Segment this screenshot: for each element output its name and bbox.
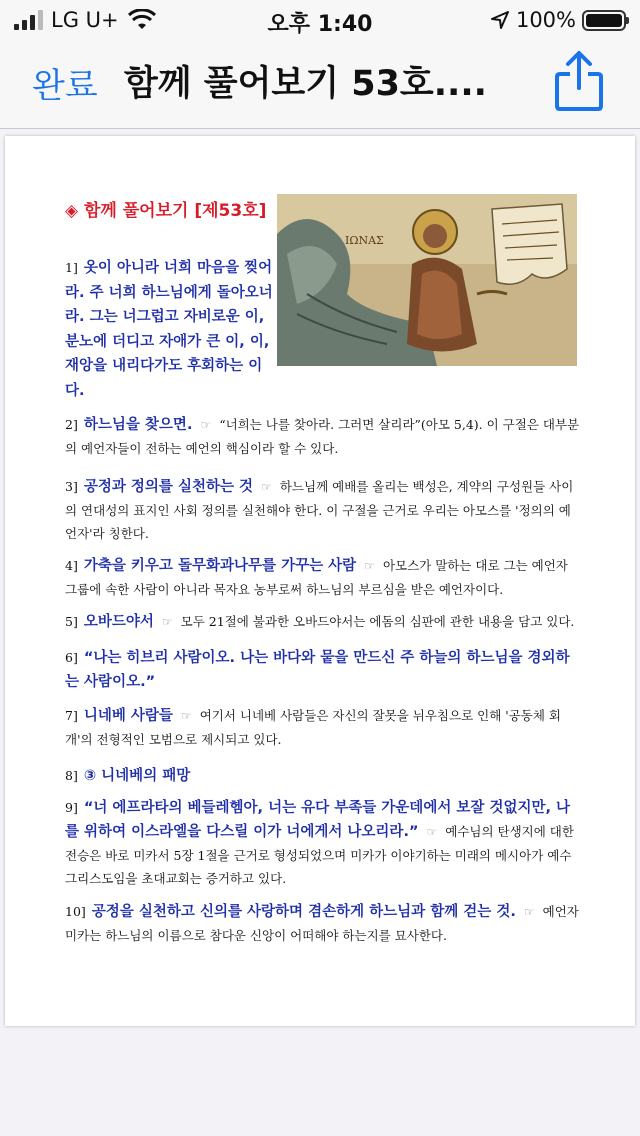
quiz-title: ◈ 함께 풀어보기 [제53호]	[65, 201, 267, 221]
answer-note: 여기서 니네베 사람들은 자신의 잘못을 뉘우침으로 인해 '공동체 회개'의 전형적인 모범으로 제시되고 있다.	[65, 708, 561, 747]
picture-caption: ΙΩΝΑΣ	[345, 234, 384, 247]
answer-note: 아모스가 말하는 대로 그는 예언자 그룹에 속한 사람이 아니라 목자요 농부로써 하느님의 부르심을 받은 예언자이다.	[65, 558, 568, 597]
answer-number: 3]	[65, 479, 78, 494]
pointing-hand-icon: ☞	[161, 615, 173, 629]
pointing-hand-icon: ☞	[261, 480, 272, 494]
answer-item	[65, 554, 581, 601]
pointing-hand-icon: ☞	[523, 905, 535, 919]
answer-number: 2]	[65, 417, 78, 432]
answer-note: 하느님께 예배를 올리는 백성은, 계약의 구성원들 사이의 연대성의 표지인 사회 정의를 실천해야 한다. 이 구절을 근거로 우리는 아모스를 '정의의 예언자'라 칭한다.	[65, 479, 574, 541]
battery-fill	[586, 14, 622, 27]
done-button[interactable]: 완료	[32, 66, 98, 106]
answer-note: 예수님의 탄생지에 대한 전승은 바로 미카서 5장 1절을 근거로 형성되었으며 미카가 이야기하는 미래의 메시아가 예수 그리스도임을 초대교회는 증거하고 있다.	[65, 824, 574, 886]
answer-item	[65, 764, 581, 788]
answer-note: 예언자 미카는 하느님의 이름으로 참다운 신앙이 어떠해야 하는지를 묘사한다.	[65, 904, 579, 943]
share-icon[interactable]	[553, 50, 605, 112]
answer-item	[65, 646, 581, 694]
answer-item	[65, 256, 275, 403]
status-right	[490, 8, 626, 32]
battery-percent: 100%	[515, 8, 576, 32]
location-arrow-icon	[490, 10, 510, 30]
battery-icon	[582, 10, 626, 31]
answer-number: 6]	[65, 650, 78, 665]
answer-number: 8]	[65, 768, 78, 783]
status-bar	[0, 0, 640, 40]
answer-text: 공정을 실천하고 신의를 사랑하며 겸손하게 하느님과 함께 걷는 것.	[91, 904, 516, 920]
answer-item	[65, 796, 581, 890]
answer-number: 7]	[65, 708, 78, 723]
answer-number: 10]	[65, 904, 86, 919]
answer-item	[65, 704, 581, 751]
document-page[interactable]	[5, 136, 635, 1026]
answer-text: “나는 히브리 사람이오. 나는 바다와 뭍을 만드신 주 하늘의 하느님을 경외하는 사람이오.”	[65, 650, 570, 690]
answer-note: “너희는 나를 찾아라. 그러면 살리라”(아모 5,4). 이 구절은 대부분의 예언자들이 전하는 예언의 핵심이라 할 수 있다.	[65, 417, 580, 456]
pointing-hand-icon: ☞	[426, 825, 438, 839]
answer-text: ③ 니네베의 패망	[83, 768, 191, 784]
navigation-bar	[0, 40, 640, 129]
answer-text: “너 에프라타의 베들레헴아, 너는 유다 부족들 가운데에서 보잘 것없지만, 나를 위하여 이스라엘을 다스릴 이가 너에게서 나오리라.”	[65, 800, 571, 840]
answer-number: 9]	[65, 800, 78, 815]
pointing-hand-icon: ☞	[180, 709, 192, 723]
answer-number: 5]	[65, 614, 78, 629]
answer-note: 모두 21절에 불과한 오바드야서는 에돔의 심판에 관한 내용을 담고 있다.	[180, 614, 575, 629]
answer-text: 오바드야서	[83, 614, 154, 630]
answer-item	[65, 413, 581, 460]
pointing-hand-icon: ☞	[364, 559, 375, 573]
answer-text: 니네베 사람들	[83, 708, 173, 724]
answer-text: 공정과 정의를 실천하는 것	[83, 479, 254, 495]
pointing-hand-icon: ☞	[200, 418, 212, 432]
status-time: 오후 1:40	[267, 12, 373, 37]
prophet-jonah-image	[277, 194, 577, 366]
document-title: 함께 풀어보기 53호....	[124, 64, 487, 104]
answer-item	[65, 900, 581, 947]
answer-item	[65, 610, 581, 634]
answer-number: 4]	[65, 558, 78, 573]
carrier-label: LG U+	[51, 8, 119, 32]
answer-number: 1]	[65, 260, 78, 275]
answer-item	[65, 475, 581, 545]
answer-text: 하느님을 찾으면.	[83, 417, 193, 433]
answer-text: 가축을 키우고 돌무화과나무를 가꾸는 사람	[83, 558, 357, 574]
answer-text: 옷이 아니라 너희 마음을 찢어라. 주 너희 하느님에게 돌아오너라. 그는 너그럽고 자비로운 이, 분노에 더디고 자애가 큰 이, 이, 재앙을 내리다가도 후회하는 이다.	[65, 260, 273, 399]
